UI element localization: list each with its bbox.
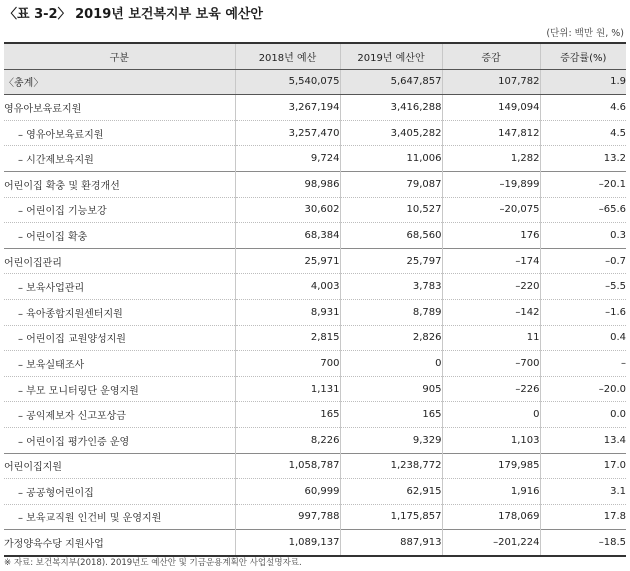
table-row	[4, 453, 626, 479]
cell-category: – 보육교직원 인건비 및 운영지원	[4, 504, 235, 530]
cell-budget-2019: 2,826	[340, 325, 442, 351]
cell-change: –19,899	[442, 171, 540, 197]
cell-category: – 보육사업관리	[4, 274, 235, 300]
table-row	[4, 171, 626, 197]
cell-budget-2019: 0	[340, 351, 442, 377]
table-row	[4, 146, 626, 172]
cell-change-rate: 13.4	[540, 427, 626, 453]
table-header-row	[4, 43, 626, 69]
cell-change-rate: 3.1	[540, 479, 626, 505]
cell-budget-2018: 8,226	[235, 427, 340, 453]
cell-change-rate: 0.0	[540, 402, 626, 428]
table-row	[4, 376, 626, 402]
header-budget-2019: 2019년 예산안	[340, 43, 442, 69]
cell-change: 149,094	[442, 95, 540, 121]
cell-category: – 어린이집 평가인증 운영	[4, 427, 235, 453]
cell-change: 1,103	[442, 427, 540, 453]
cell-category: – 어린이집 확충	[4, 223, 235, 249]
cell-budget-2018: 2,815	[235, 325, 340, 351]
cell-category: – 영유아보육료지원	[4, 120, 235, 146]
cell-budget-2019: 8,789	[340, 299, 442, 325]
cell-budget-2018: 30,602	[235, 197, 340, 223]
cell-budget-2019: 165	[340, 402, 442, 428]
cell-change: –201,224	[442, 530, 540, 556]
cell-budget-2019: 62,915	[340, 479, 442, 505]
cell-change: 0	[442, 402, 540, 428]
cell-change-rate: 0.4	[540, 325, 626, 351]
cell-change: –20,075	[442, 197, 540, 223]
table-row	[4, 402, 626, 428]
cell-change-rate: 17.8	[540, 504, 626, 530]
header-category: 구분	[4, 43, 235, 69]
cell-change-rate: 4.5	[540, 120, 626, 146]
cell-change: 11	[442, 325, 540, 351]
unit-label: (단위: 백만 원, %)	[546, 28, 624, 39]
cell-change: 1,916	[442, 479, 540, 505]
cell-category: 〈총계〉	[4, 69, 235, 95]
table-row	[4, 351, 626, 377]
cell-change-rate: –20.0	[540, 376, 626, 402]
cell-budget-2019: 9,329	[340, 427, 442, 453]
table-row	[4, 479, 626, 505]
cell-change: 176	[442, 223, 540, 249]
cell-category: 어린이집관리	[4, 248, 235, 274]
table-row	[4, 504, 626, 530]
cell-budget-2019: 1,238,772	[340, 453, 442, 479]
cell-change-rate: –18.5	[540, 530, 626, 556]
cell-budget-2019: 5,647,857	[340, 69, 442, 95]
table-row	[4, 274, 626, 300]
cell-budget-2019: 79,087	[340, 171, 442, 197]
cell-budget-2018: 3,267,194	[235, 95, 340, 121]
table-row	[4, 325, 626, 351]
cell-category: – 부모 모니터링단 운영지원	[4, 376, 235, 402]
cell-budget-2018: 1,058,787	[235, 453, 340, 479]
cell-budget-2019: 10,527	[340, 197, 442, 223]
cell-budget-2018: 5,540,075	[235, 69, 340, 95]
cell-category: – 어린이집 교원양성지원	[4, 325, 235, 351]
cell-budget-2019: 3,405,282	[340, 120, 442, 146]
source-note: ※ 자료: 보건복지부(2018). 2019년도 예산안 및 기금운용계획안 사업설명자료.	[4, 558, 302, 568]
cell-budget-2018: 60,999	[235, 479, 340, 505]
cell-budget-2018: 1,089,137	[235, 530, 340, 556]
table-body	[4, 69, 626, 556]
cell-category: 가정양육수당 지원사업	[4, 530, 235, 556]
cell-budget-2019: 3,783	[340, 274, 442, 300]
cell-change: –700	[442, 351, 540, 377]
cell-budget-2018: 997,788	[235, 504, 340, 530]
cell-budget-2019: 905	[340, 376, 442, 402]
cell-category: – 공익제보자 신고포상금	[4, 402, 235, 428]
cell-budget-2018: 9,724	[235, 146, 340, 172]
cell-change-rate: 1.9	[540, 69, 626, 95]
cell-change: –220	[442, 274, 540, 300]
cell-change-rate: –1.6	[540, 299, 626, 325]
cell-category: 어린이집지원	[4, 453, 235, 479]
cell-change-rate: –0.7	[540, 248, 626, 274]
budget-table	[4, 42, 626, 557]
cell-change-rate: –	[540, 351, 626, 377]
cell-change: 178,069	[442, 504, 540, 530]
cell-change-rate: –65.6	[540, 197, 626, 223]
table-row	[4, 95, 626, 121]
table-row	[4, 427, 626, 453]
table-row	[4, 223, 626, 249]
header-change: 증감	[442, 43, 540, 69]
table-row	[4, 197, 626, 223]
cell-budget-2019: 887,913	[340, 530, 442, 556]
cell-category: – 공공형어린이집	[4, 479, 235, 505]
cell-change-rate: 4.6	[540, 95, 626, 121]
cell-category: 어린이집 확충 및 환경개선	[4, 171, 235, 197]
cell-budget-2019: 1,175,857	[340, 504, 442, 530]
cell-budget-2019: 3,416,288	[340, 95, 442, 121]
table-row	[4, 248, 626, 274]
cell-category: – 보육실태조사	[4, 351, 235, 377]
cell-change-rate: –20.1	[540, 171, 626, 197]
cell-change: 147,812	[442, 120, 540, 146]
table-row	[4, 299, 626, 325]
cell-change: 1,282	[442, 146, 540, 172]
table-row	[4, 69, 626, 95]
table-title: 〈표 3-2〉 2019년 보건복지부 보육 예산안	[4, 7, 263, 22]
cell-budget-2019: 25,797	[340, 248, 442, 274]
cell-budget-2018: 3,257,470	[235, 120, 340, 146]
cell-category: – 어린이집 기능보강	[4, 197, 235, 223]
cell-change: 107,782	[442, 69, 540, 95]
cell-budget-2018: 700	[235, 351, 340, 377]
cell-change: 179,985	[442, 453, 540, 479]
table-row	[4, 530, 626, 556]
cell-category: – 육아종합지원센터지원	[4, 299, 235, 325]
cell-budget-2019: 68,560	[340, 223, 442, 249]
cell-budget-2018: 25,971	[235, 248, 340, 274]
table-row	[4, 120, 626, 146]
header-budget-2018: 2018년 예산	[235, 43, 340, 69]
cell-change: –174	[442, 248, 540, 274]
header-change-rate: 증감률(%)	[540, 43, 626, 69]
cell-budget-2018: 4,003	[235, 274, 340, 300]
cell-change-rate: 17.0	[540, 453, 626, 479]
cell-budget-2018: 98,986	[235, 171, 340, 197]
cell-budget-2018: 68,384	[235, 223, 340, 249]
cell-budget-2019: 11,006	[340, 146, 442, 172]
cell-category: – 시간제보육지원	[4, 146, 235, 172]
cell-change: –226	[442, 376, 540, 402]
cell-change-rate: –5.5	[540, 274, 626, 300]
cell-category: 영유아보육료지원	[4, 95, 235, 121]
cell-change: –142	[442, 299, 540, 325]
cell-change-rate: 0.3	[540, 223, 626, 249]
cell-budget-2018: 8,931	[235, 299, 340, 325]
cell-budget-2018: 165	[235, 402, 340, 428]
cell-change-rate: 13.2	[540, 146, 626, 172]
cell-budget-2018: 1,131	[235, 376, 340, 402]
